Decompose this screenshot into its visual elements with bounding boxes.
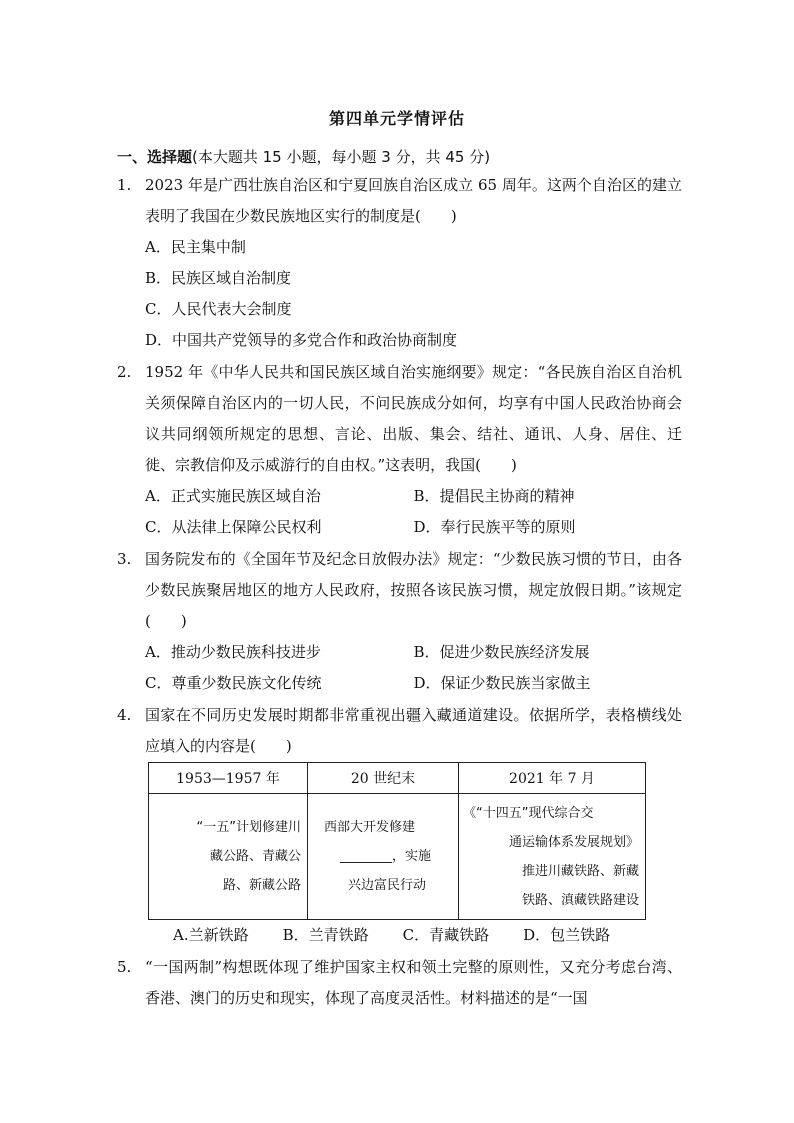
option-d: D．保证少数民族当家做主 [413, 674, 591, 692]
cell-line: 铁路、滇藏铁路建设 [521, 892, 639, 908]
question-1 [117, 170, 682, 356]
question-5 [117, 952, 682, 1014]
option-a: A．民主集中制 [145, 238, 246, 256]
option-row [145, 637, 682, 668]
option-a: A.兰新铁路 [173, 926, 249, 944]
option-c: C．青藏铁路 [402, 926, 490, 944]
option-d: D．包兰铁路 [523, 926, 611, 944]
page-title: 第四单元学情评估 [328, 109, 465, 128]
section-note: (本大题共 15 小题，每小题 3 分，共 45 分) [192, 148, 491, 166]
question-stem: 1952 年《中华人民共和国民族区域自治实施纲要》规定：“各民族自治区自治机关须保障自治区内的一切人民，不问民族成分如何，均享有中国人民政治协商会议共同纲领所规定的思想、言论、出版、集会、结社、通讯、人身、居住、迁徙、宗教信仰及示威游行的自由权。”这表明，我国( ) [145, 363, 682, 474]
question-4-options [117, 920, 682, 951]
question-4-table [148, 762, 646, 920]
option-c: C．人民代表大会制度 [145, 300, 292, 318]
answer-blank: ________ [340, 849, 392, 864]
question-number: 4. [117, 706, 132, 724]
question-stem: “一国两制”构想既体现了维护国家主权和领土完整的原则性，又充分考虑台湾、香港、澳门的历史和现实，体现了高度灵活性。材料描述的是“一国 [145, 958, 682, 1007]
cell-line: ，实施 [392, 849, 432, 864]
table-cell [149, 794, 308, 920]
cell-line: 路、新藏公路 [222, 878, 301, 893]
cell-line: 藏公路、青藏公 [209, 849, 301, 864]
option-row [145, 668, 682, 699]
cell-line: 《“十四五”现代综合交 [463, 805, 594, 821]
section-label: 一、选择题 [117, 148, 193, 166]
option-b: B．兰青铁路 [282, 926, 369, 944]
table-header: 2021 年 7 月 [459, 763, 646, 794]
question-stem: 2023 年是广西壮族自治区和宁夏回族自治区成立 65 周年。这两个自治区的建立表明了我国在少数民族地区实行的制度是( ) [145, 176, 682, 225]
option-c: C．从法律上保障公民权利 [145, 518, 322, 536]
table-header: 1953—1957 年 [149, 763, 308, 794]
question-number: 2. [117, 363, 132, 381]
question-number: 5. [117, 958, 132, 976]
cell-line: 通运输体系发展规划》 [508, 834, 639, 850]
option-c: C．尊重少数民族文化传统 [145, 674, 322, 692]
question-stem: 国务院发布的《全国年节及纪念日放假办法》规定：“少数民族习惯的节日，由各少数民族聚居地区的地方人民政府，按照各该民族习惯，规定放假日期。”该规定( ) [145, 550, 682, 630]
question-number: 3. [117, 550, 132, 568]
option-d: D．中国共产党领导的多党合作和政治协商制度 [145, 331, 458, 349]
table-cell [308, 794, 459, 920]
table-header-row [149, 763, 646, 794]
question-number: 1. [117, 176, 132, 194]
section-heading [117, 146, 490, 167]
table-row [149, 794, 646, 920]
option-row [145, 512, 682, 543]
table-header: 20 世纪末 [308, 763, 459, 794]
option-row [145, 920, 682, 951]
option-b: B．促进少数民族经济发展 [413, 643, 590, 661]
option-b: B．提倡民主协商的精神 [413, 487, 575, 505]
cell-line: “一五”计划修建川 [196, 820, 301, 835]
option-d: D．奉行民族平等的原则 [413, 518, 576, 536]
option-row [145, 481, 682, 512]
cell-line: 推进川藏铁路、新藏 [521, 863, 639, 879]
question-stem: 国家在不同历史发展时期都非常重视出疆入藏通道建设。依据所学，表格横线处应填入的内容是( ) [145, 706, 682, 755]
table-cell [459, 794, 646, 920]
question-4 [117, 700, 682, 762]
question-3 [117, 544, 682, 699]
cell-line: 西部大开发修建 [324, 820, 416, 835]
cell-line: 兴边富民行动 [348, 878, 427, 893]
option-b: B．民族区域自治制度 [145, 269, 292, 287]
question-2 [117, 357, 682, 543]
option-a: A．正式实施民族区域自治 [145, 487, 321, 505]
option-a: A．推动少数民族科技进步 [145, 643, 321, 661]
